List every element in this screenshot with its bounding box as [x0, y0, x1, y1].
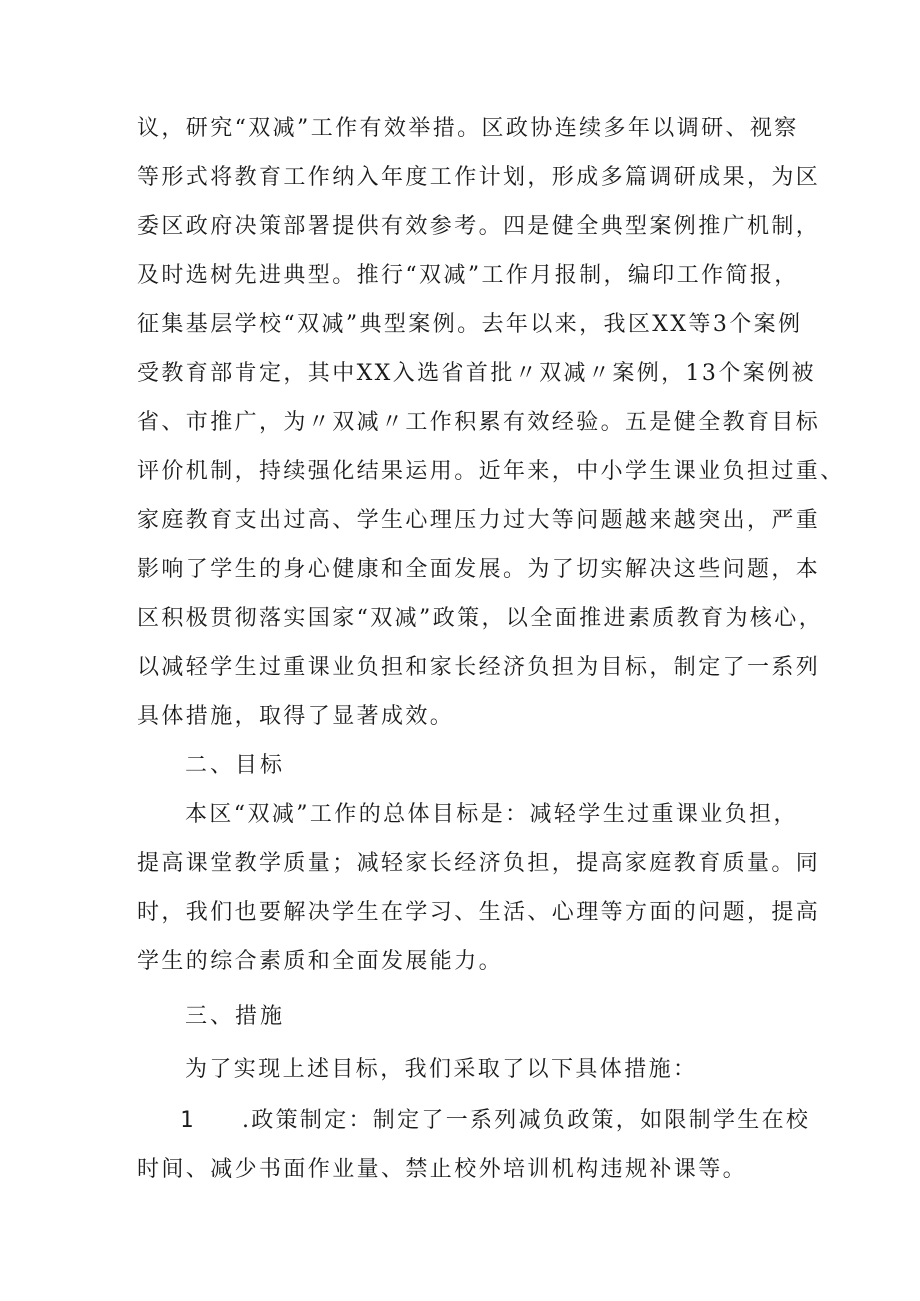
paragraph-line: 影响了学生的身心健康和全面发展。为了切实解决这些问题，本: [137, 557, 821, 582]
paragraph-line: 本区“双减”工作的总体目标是：减轻学生过重课业负担，: [185, 802, 798, 827]
paragraph-line: 学生的综合素质和全面发展能力。: [137, 949, 504, 974]
paragraph-line: 及时选树先进典型。推行“双减”工作月报制，编印工作简报，: [137, 263, 799, 288]
list-item-text: .政策制定：制定了一系列减负政策，如限制学生在校: [242, 1108, 811, 1133]
paragraph-line: 提高课堂教学质量；减轻家长经济负担，提高家庭教育质量。同: [137, 851, 821, 876]
paragraph-line: 家庭教育支出过高、学生心理压力过大等问题越来越突出，严重: [137, 508, 821, 533]
paragraph-line: 区积极贯彻落实国家“双减”政策，以全面推进素质教育为核心，: [137, 606, 824, 631]
paragraph-line: 议，研究“双减”工作有效举措。区政协连续多年以调研、视察: [137, 116, 799, 141]
paragraph-line: 委区政府决策部署提供有效参考。四是健全典型案例推广机制，: [137, 214, 821, 239]
list-item-text-continued: 时间、减少书面作业量、禁止校外培训机构违规补课等。: [137, 1157, 748, 1182]
list-item-number: 1: [180, 1108, 194, 1133]
paragraph-line: 具体措施，取得了显著成效。: [137, 704, 455, 729]
paragraph-line: 评价机制，持续强化结果运用。近年来，中小学生课业负担过重、: [137, 459, 845, 484]
paragraph-line: 省、市推广，为〃双减〃工作积累有效经验。五是健全教育目标: [137, 410, 821, 435]
paragraph-line: 征集基层学校“双减”典型案例。去年以来，我区XX等3个案例: [137, 312, 803, 337]
paragraph-line: 等形式将教育工作纳入年度工作计划，形成多篇调研成果，为区: [137, 165, 821, 190]
paragraph-line: 受教育部肯定，其中XX入选省首批〃双减〃案例，13个案例被: [137, 361, 816, 386]
section-heading-measures: 三、措施: [185, 1004, 286, 1029]
paragraph-line: 为了实现上述目标，我们采取了以下具体措施：: [185, 1057, 698, 1082]
paragraph-line: 时，我们也要解决学生在学习、生活、心理等方面的问题，提高: [137, 900, 821, 925]
section-heading-goals: 二、目标: [185, 753, 286, 778]
paragraph-line: 以减轻学生过重课业负担和家长经济负担为目标，制定了一系列: [137, 655, 821, 680]
